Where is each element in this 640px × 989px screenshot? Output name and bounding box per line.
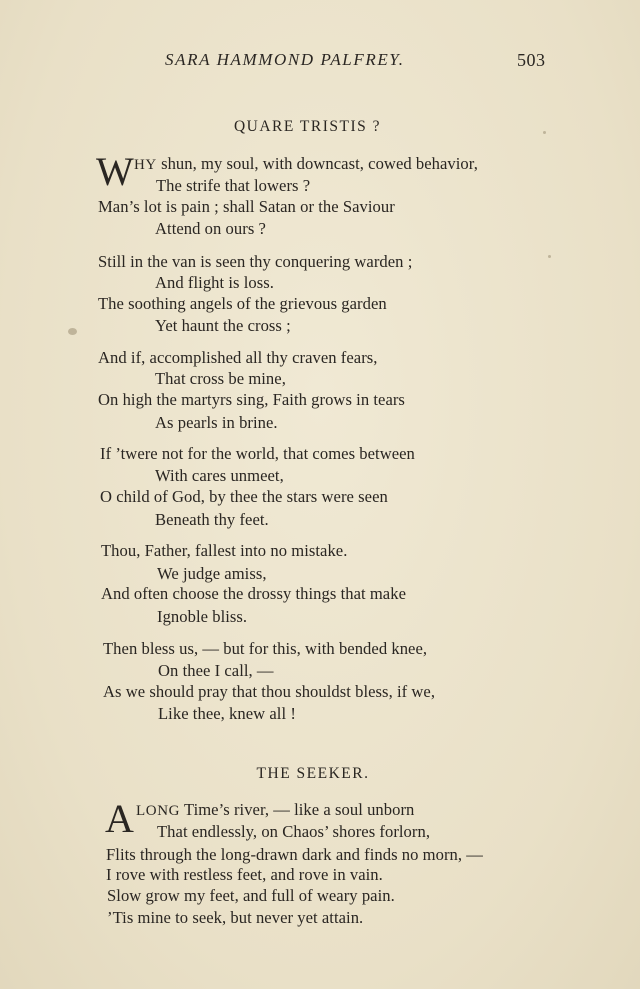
- running-title: SARA HAMMOND PALFREY.: [165, 50, 405, 69]
- poem-line: Ignoble bliss.: [157, 607, 248, 626]
- first-word-smallcaps: LONG: [136, 803, 181, 819]
- poem-line: I rove with restless feet, and rove in vain.: [106, 865, 383, 884]
- poem-line: Then bless us, — but for this, with bended knee,: [103, 639, 428, 658]
- poem-line: We judge amiss,: [157, 564, 267, 583]
- poem-line: That cross be mine,: [155, 369, 286, 388]
- drop-cap-w: W: [96, 149, 134, 194]
- poem-line: That endlessly, on Chaos’ shores forlorn,: [157, 822, 431, 841]
- line-text: shun, my soul, with downcast, cowed behavior,: [156, 154, 478, 173]
- poem-line: If ’twere not for the world, that comes between: [100, 444, 415, 463]
- poem-line: As pearls in brine.: [155, 413, 278, 432]
- page-number: 503: [517, 50, 546, 70]
- poem-line: Thou, Father, fallest into no mistake.: [101, 541, 348, 560]
- poem-line: The strife that lowers ?: [156, 176, 311, 195]
- poem-title-quare-tristis: QUARE TRISTIS ?: [233, 118, 382, 135]
- poem-title-the-seeker: THE SEEKER.: [256, 765, 370, 782]
- drop-cap-a: A: [105, 796, 134, 841]
- poem-line: On high the martyrs sing, Faith grows in tears: [98, 390, 405, 409]
- paper-speck: [548, 255, 551, 258]
- poem-line: Like thee, knew all !: [158, 704, 296, 723]
- paper-speck: [543, 131, 546, 134]
- poem-line: Yet haunt the cross ;: [155, 316, 291, 335]
- line-text: Time’s river, — like a soul unborn: [180, 800, 415, 819]
- poem-line: Flits through the long-drawn dark and finds no morn, —: [106, 845, 483, 864]
- first-word-smallcaps: HY: [134, 157, 157, 173]
- poem-line: Slow grow my feet, and full of weary pain.: [107, 886, 395, 905]
- poem-line: And if, accomplished all thy craven fears,: [98, 348, 378, 367]
- poem-line: [136, 800, 414, 820]
- poem-line: Still in the van is seen thy conquering warden ;: [98, 252, 413, 271]
- poem-line: As we should pray that thou shouldst bless, if we,: [103, 682, 436, 701]
- poem-line: With cares unmeet,: [155, 466, 284, 485]
- poem-line: Attend on ours ?: [155, 219, 266, 238]
- poem-line: And often choose the drossy things that make: [101, 584, 406, 603]
- paper-speck: [68, 328, 77, 335]
- poem-line: Beneath thy feet.: [155, 510, 269, 529]
- running-head: [0, 50, 640, 74]
- poem-line: ’Tis mine to seek, but never yet attain.: [107, 908, 364, 927]
- poem-line: On thee I call, —: [158, 661, 274, 680]
- poem-line: Man’s lot is pain ; shall Satan or the Saviour: [98, 197, 395, 216]
- poem-line: [134, 154, 478, 174]
- poem-line: O child of God, by thee the stars were seen: [100, 487, 388, 506]
- poem-line: And flight is loss.: [155, 273, 274, 292]
- poem-line: The soothing angels of the grievous garden: [98, 294, 387, 313]
